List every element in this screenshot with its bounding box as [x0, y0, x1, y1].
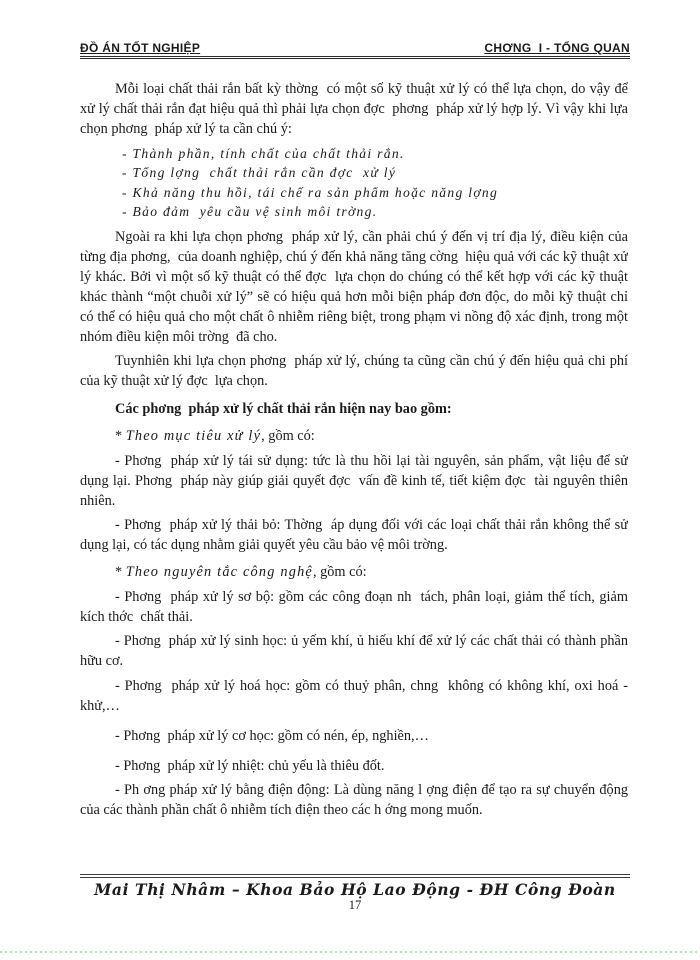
subheading-by-goal [80, 426, 628, 446]
page-header [80, 41, 630, 59]
subheading-italic-text: Theo mục tiêu xử lý [125, 428, 262, 444]
page-boundary-dots [0, 951, 700, 953]
subheading-rest-text: , gồm có: [312, 564, 367, 580]
header-right-title: CHƠNG I - TỔNG QUAN [484, 41, 630, 55]
list-item: - Bảo đảm yêu cầu vệ sinh môi trờng. [122, 204, 378, 219]
paragraph-cost: Tuynhiên khi lựa chọn phơng pháp xử lý, chúng ta cũng cần chú ý đến hiệu quả chi phí của kỹ thuật xử lý đợc lựa chọn. [80, 353, 628, 389]
subheading-italic-text: Theo nguyên tắc công nghệ [125, 564, 313, 580]
paragraph-mechanical: - Phơng pháp xử lý cơ học: gồm có nén, ép, nghiền,… [115, 727, 429, 744]
paragraph-preliminary: - Phơng pháp xử lý sơ bộ: gồm các công đoạn nh tách, phân loại, giảm thể tích, giảm kích thớc chất thải. [80, 588, 628, 625]
paragraph-intro: Mỗi loại chất thải rắn bất kỳ thờng có một số kỹ thuật xử lý có thể lựa chọn, do vậy để xử lý chất thải rắn đạt hiệu quả thì phải lựa chọn đợc phơng pháp xử lý hợp lý. Vì vậy khi lựa chọn phơng pháp xử lý ta cần chú ý: [80, 81, 628, 137]
subheading-by-technology [80, 562, 628, 582]
paragraph-disposal: - Phơng pháp xử lý thải bỏ: Thờng áp dụng đối với các loại chất thải rắn không thể sử dụng lại, có tác dụng nhằm giải quyết yêu cầu bảo vệ môi trờng. [80, 517, 628, 553]
paragraph-reuse: - Phơng pháp xử lý tái sử dụng: tức là thu hồi lại tài nguyên, sản phẩm, vật liệu để sử dụng lại. Phơng pháp này giúp giải quyết đợc vấn đề kinh tế, tiết kiệm đợc tài nguyên thiên nhiên. [80, 452, 628, 509]
subheading-marker: * [115, 428, 126, 444]
paragraph-chemical: - Phơng pháp xử lý hoá học: gồm có thuỷ phân, chng không có không khí, oxi hoá - khử,… [80, 677, 628, 714]
page-footer [80, 874, 630, 913]
subheading-rest-text: , gồm có: [261, 428, 315, 444]
document-body [80, 79, 628, 871]
paragraph-thermal: - Phơng pháp xử lý nhiệt: chủ yếu là thiêu đốt. [115, 757, 385, 774]
subheading-marker: * [115, 564, 126, 580]
footer-author-line: Mai Thị Nhâm – Khoa Bảo Hộ Lao Động - ĐH Công Đoàn [94, 880, 616, 899]
list-item: - Khả năng thu hồi, tái chế ra sản phẩm hoặc năng lợng [122, 184, 499, 200]
paragraph-electrokinetic: - Ph ơng pháp xử lý bằng điện động: Là dùng năng l ợng điện để tạo ra sự chuyển động của các thành phần chất ô nhiễm tích điện theo các h ớng mong muốn. [80, 782, 628, 818]
footer-divider [80, 874, 630, 878]
section-heading: Các phơng pháp xử lý chất thải rắn hiện nay bao gồm: [115, 401, 452, 417]
paragraph-location: Ngoài ra khi lựa chọn phơng pháp xử lý, cần phải chú ý đến vị trí địa lý, điều kiện của từng địa phơng, của doanh nghiệp, chú ý đến khả năng tăng cờng hiệu quả với các kỹ thuật xử lý khác. Bởi vì một số kỹ thuật có thể đợc lựa chọn do chúng có thể kết hợp với các kỹ thuật khác thành “một chuỗi xử lý” sẽ có hiệu quả hơn mỗi biện pháp đơn độc, do mỗi kỹ thuật chỉ có thể có hiệu quả cho một chất ô nhiễm riêng biệt, trong phạm vi nồng độ xác định, trong một nhóm điều kiện môi trờng đã cho. [80, 228, 628, 345]
list-item: - Tổng lợng chất thải rắn cần đợc xử lý [122, 165, 397, 180]
page-number: 17 [348, 898, 362, 912]
criteria-list [80, 144, 628, 222]
header-left-title: ĐỒ ÁN TỐT NGHIỆP [80, 41, 201, 55]
list-item: - Thành phần, tính chất của chất thải rắn. [122, 145, 405, 161]
paragraph-biological: - Phơng pháp xử lý sinh học: ủ yếm khí, ủ hiếu khí để xử lý các chất thải có thành phần hữu cơ. [80, 633, 628, 669]
